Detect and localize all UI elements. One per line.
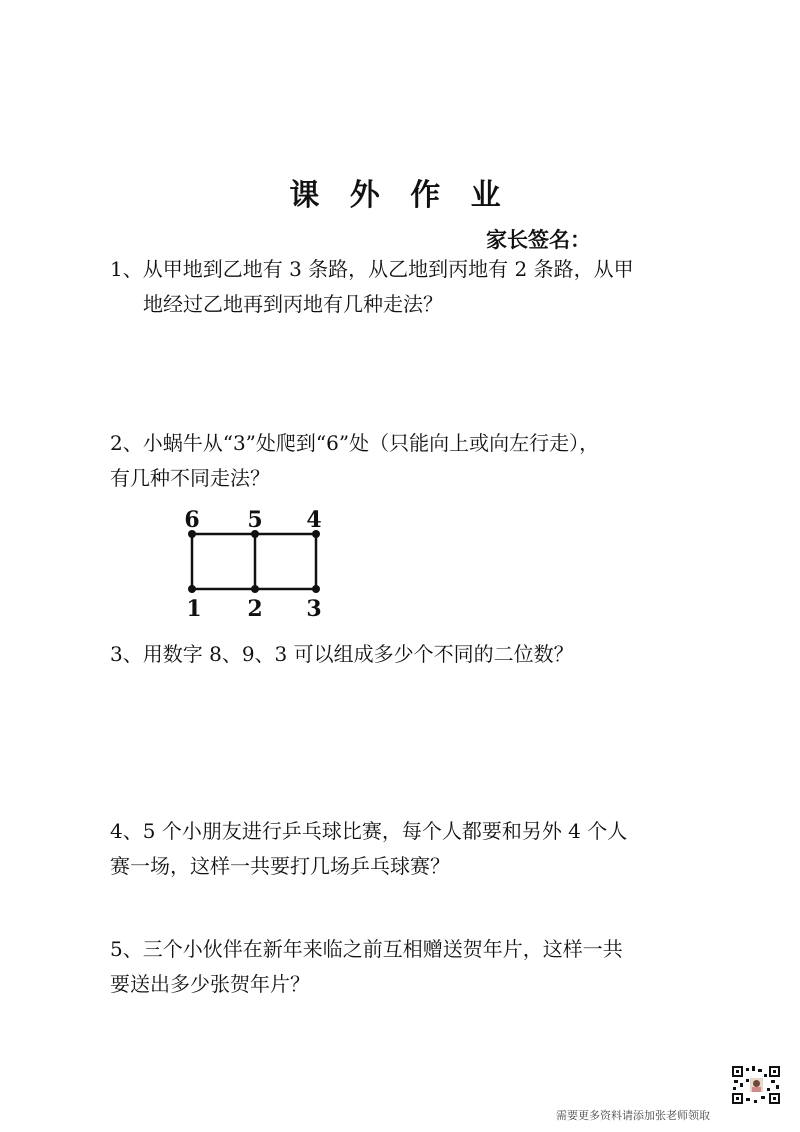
question-5 (110, 932, 710, 1002)
question-number: 1、 (110, 257, 143, 281)
question-number: 3、 (110, 642, 143, 666)
node-label-3: 3 (306, 596, 322, 622)
node-dot (312, 585, 320, 593)
question-text-line2: 有几种不同走法？ (110, 466, 270, 490)
page-title: 课 外 作 业 (289, 178, 511, 213)
question-text-line1: 从甲地到乙地有 3 条路，从乙地到丙地有 2 条路，从甲 (142, 257, 634, 281)
question-text-line1: 三个小伙伴在新年来临之前互相赠送贺年片，这样一共 (142, 937, 623, 961)
question-1 (110, 252, 710, 322)
question-text-line2: 赛一场，这样一共要打几场乒乓球赛？ (110, 854, 450, 878)
node-label-6: 6 (184, 507, 200, 533)
question-2 (110, 426, 710, 496)
node-label-2: 2 (247, 596, 263, 622)
node-label-4: 4 (306, 507, 322, 533)
question-text-line1: 小蜗牛从“3”处爬到“6”处（只能向上或向左行走）， (142, 431, 600, 455)
node-dot (251, 585, 259, 593)
question-4 (110, 814, 710, 884)
grid-path-diagram (172, 502, 332, 622)
question-number: 5、 (110, 937, 143, 961)
question-number: 4、 (110, 819, 143, 843)
question-text-line2: 要送出多少张贺年片？ (110, 972, 310, 996)
node-label-5: 5 (247, 507, 263, 533)
qr-code-icon (731, 1065, 781, 1105)
node-label-1: 1 (186, 596, 202, 622)
question-text-line1: 5 个小朋友进行乒乓球比赛，每个人都要和另外 4 个人 (142, 819, 628, 843)
question-3 (110, 637, 710, 672)
footer-note: 需要更多资料请添加张老师领取 (556, 1109, 710, 1122)
question-text-line1: 用数字 8、9、3 可以组成多少个不同的二位数？ (142, 642, 574, 666)
node-dot (188, 585, 196, 593)
parent-signature-label: 家长签名： (486, 228, 591, 252)
question-text-line2: 地经过乙地再到丙地有几种走法？ (143, 292, 443, 316)
question-number: 2、 (110, 431, 143, 455)
